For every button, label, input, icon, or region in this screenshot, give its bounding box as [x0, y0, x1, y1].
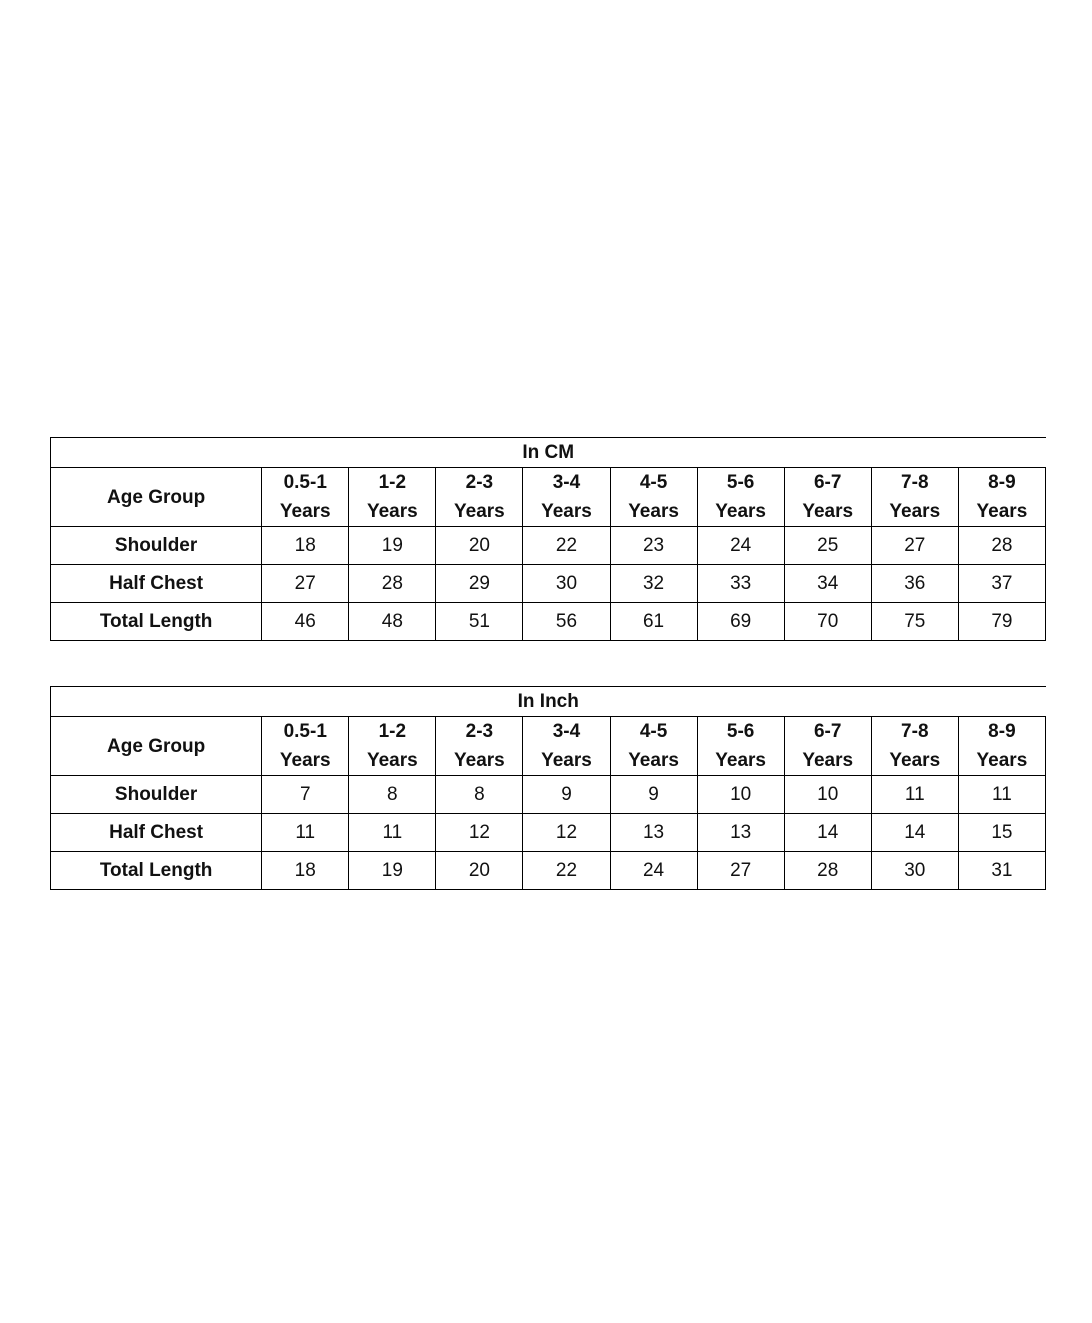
table-cell: 69	[697, 603, 784, 641]
age-range: 2-3	[465, 721, 494, 742]
age-group-column-header	[436, 717, 523, 776]
table-title-row	[51, 687, 1046, 717]
age-group-column-header	[349, 717, 436, 776]
age-group-column-header	[610, 468, 697, 527]
age-group-column-header	[610, 717, 697, 776]
table-cell: 9	[523, 776, 610, 814]
table-cell: 61	[610, 603, 697, 641]
table-cell: 12	[523, 814, 610, 852]
age-group-column-header	[871, 717, 958, 776]
age-range: 5-6	[726, 721, 755, 742]
age-unit: Years	[802, 501, 854, 522]
age-range: 0.5-1	[283, 472, 327, 493]
age-group-column-header	[262, 468, 349, 527]
table-cell: 70	[784, 603, 871, 641]
table-cell: 12	[436, 814, 523, 852]
age-range: 7-8	[901, 721, 929, 742]
table-cell: 14	[784, 814, 871, 852]
age-range: 1-2	[378, 721, 407, 742]
table-cell: 46	[262, 603, 349, 641]
age-unit: Years	[715, 501, 766, 522]
table-cell: 8	[436, 776, 523, 814]
table-cell: 7	[262, 776, 349, 814]
table-cell: 48	[349, 603, 436, 641]
age-group-column-header	[871, 468, 958, 527]
age-range: 6-7	[813, 721, 842, 742]
table-row-total-length	[51, 852, 1046, 890]
table-cell: 20	[436, 852, 523, 890]
age-group-column-header	[958, 717, 1045, 776]
table-cell: 28	[784, 852, 871, 890]
age-unit: Years	[279, 750, 331, 771]
age-group-column-header	[349, 468, 436, 527]
table-cell: 10	[784, 776, 871, 814]
table-row-shoulder	[51, 776, 1046, 814]
table-cell: 18	[262, 527, 349, 565]
row-label: Half Chest	[51, 565, 262, 603]
table-cell: 30	[523, 565, 610, 603]
table-title: In CM	[51, 438, 1046, 468]
table-cell: 19	[349, 527, 436, 565]
age-range: 7-8	[901, 472, 929, 493]
table-cell: 37	[958, 565, 1045, 603]
age-unit: Years	[889, 501, 941, 522]
table-cell: 28	[349, 565, 436, 603]
age-unit: Years	[541, 501, 592, 522]
table-cell: 20	[436, 527, 523, 565]
row-label: Total Length	[51, 852, 262, 890]
age-group-column-header	[784, 468, 871, 527]
table-cell: 25	[784, 527, 871, 565]
table-title: In Inch	[51, 687, 1046, 717]
age-unit: Years	[279, 501, 331, 522]
age-unit: Years	[628, 501, 679, 522]
age-unit: Years	[366, 501, 418, 522]
table-cell: 36	[871, 565, 958, 603]
age-range: 4-5	[639, 472, 668, 493]
age-range: 4-5	[639, 721, 668, 742]
age-group-column-header	[697, 717, 784, 776]
table-cell: 11	[871, 776, 958, 814]
table-cell: 15	[958, 814, 1045, 852]
table-cell: 51	[436, 603, 523, 641]
row-label: Shoulder	[51, 776, 262, 814]
table-row-shoulder	[51, 527, 1046, 565]
age-range: 6-7	[813, 472, 842, 493]
table-cell: 33	[697, 565, 784, 603]
age-range: 5-6	[726, 472, 755, 493]
table-cell: 10	[697, 776, 784, 814]
age-unit: Years	[366, 750, 418, 771]
age-unit: Years	[715, 750, 766, 771]
age-unit: Years	[976, 750, 1028, 771]
size-table-inch	[50, 686, 1046, 890]
size-table-cm	[50, 437, 1046, 641]
table-cell: 27	[871, 527, 958, 565]
table-cell: 11	[262, 814, 349, 852]
age-range: 3-4	[552, 472, 581, 493]
table-cell: 24	[697, 527, 784, 565]
age-unit: Years	[454, 750, 505, 771]
table-row-half-chest	[51, 565, 1046, 603]
age-group-column-header	[523, 717, 610, 776]
age-group-header: Age Group	[51, 468, 262, 527]
table-cell: 19	[349, 852, 436, 890]
table-cell: 32	[610, 565, 697, 603]
table-cell: 30	[871, 852, 958, 890]
table-cell: 23	[610, 527, 697, 565]
table-cell: 22	[523, 852, 610, 890]
row-label: Shoulder	[51, 527, 262, 565]
age-unit: Years	[628, 750, 679, 771]
table-cell: 79	[958, 603, 1045, 641]
age-unit: Years	[802, 750, 854, 771]
table-cell: 9	[610, 776, 697, 814]
table-cell: 28	[958, 527, 1045, 565]
table-row-total-length	[51, 603, 1046, 641]
table-header-row	[51, 717, 1046, 776]
table-cell: 56	[523, 603, 610, 641]
table-cell: 31	[958, 852, 1045, 890]
table-cell: 34	[784, 565, 871, 603]
row-label: Half Chest	[51, 814, 262, 852]
table-row-half-chest	[51, 814, 1046, 852]
age-unit: Years	[454, 501, 505, 522]
table-cell: 24	[610, 852, 697, 890]
age-group-column-header	[784, 717, 871, 776]
table-title-row	[51, 438, 1046, 468]
table-cell: 22	[523, 527, 610, 565]
table-cell: 75	[871, 603, 958, 641]
table-cell: 13	[697, 814, 784, 852]
age-group-column-header	[523, 468, 610, 527]
age-unit: Years	[976, 501, 1028, 522]
table-cell: 14	[871, 814, 958, 852]
age-range: 8-9	[988, 721, 1016, 742]
age-unit: Years	[889, 750, 941, 771]
table-header-row	[51, 468, 1046, 527]
age-range: 2-3	[465, 472, 494, 493]
table-cell: 18	[262, 852, 349, 890]
age-group-column-header	[436, 468, 523, 527]
table-cell: 29	[436, 565, 523, 603]
age-range: 1-2	[378, 472, 407, 493]
age-group-header: Age Group	[51, 717, 262, 776]
age-group-column-header	[262, 717, 349, 776]
table-cell: 11	[349, 814, 436, 852]
table-cell: 27	[262, 565, 349, 603]
age-group-column-header	[958, 468, 1045, 527]
age-range: 3-4	[552, 721, 581, 742]
age-group-column-header	[697, 468, 784, 527]
table-cell: 13	[610, 814, 697, 852]
table-cell: 11	[958, 776, 1045, 814]
row-label: Total Length	[51, 603, 262, 641]
age-range: 0.5-1	[283, 721, 327, 742]
table-cell: 27	[697, 852, 784, 890]
age-range: 8-9	[988, 472, 1016, 493]
table-cell: 8	[349, 776, 436, 814]
age-unit: Years	[541, 750, 592, 771]
